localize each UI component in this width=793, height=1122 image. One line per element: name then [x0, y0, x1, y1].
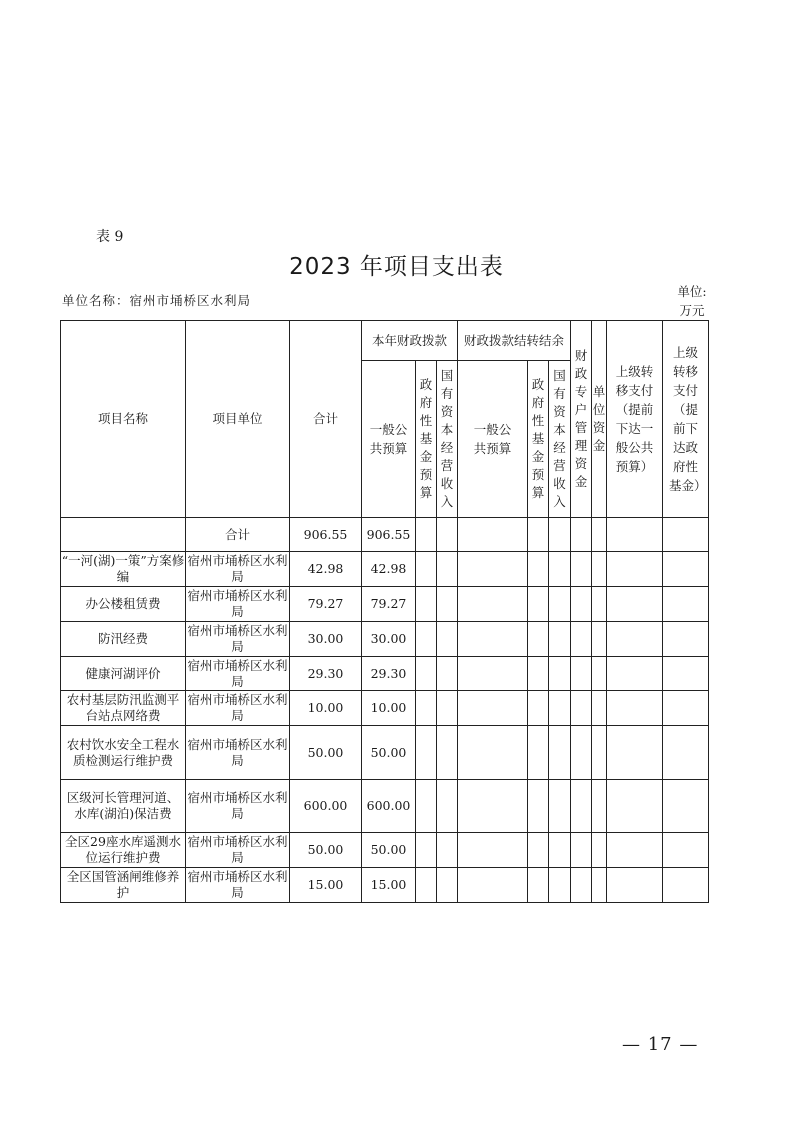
row-general: 29.30 [362, 657, 416, 691]
header-gov-fund: 政府性基金预算 [416, 361, 437, 518]
header-carryover: 财政拨款结转结余 [458, 321, 571, 361]
unit-name: 单位名称：宿州市埇桥区水利局 [62, 293, 252, 308]
row-general: 50.00 [362, 726, 416, 780]
row-name: 农村饮水安全工程水质检测运行维护费 [61, 726, 186, 780]
row-total: 30.00 [290, 622, 362, 657]
project-expenditure-table [60, 320, 709, 903]
header-state-capital: 国有资本经营收入 [437, 361, 458, 518]
table-row [61, 552, 709, 587]
row-unit: 宿州市埇桥区水利局 [186, 587, 290, 622]
header-unit-fund: 单位资金 [592, 321, 607, 518]
table-row [61, 691, 709, 726]
header-carry-general: 一般公共预算 [458, 361, 528, 518]
row-general: 600.00 [362, 780, 416, 833]
row-general: 30.00 [362, 622, 416, 657]
row-total: 15.00 [290, 868, 362, 903]
table-row [61, 726, 709, 780]
row-unit: 宿州市埇桥区水利局 [186, 691, 290, 726]
header-carry-state-capital: 国有资本经营收入 [549, 361, 571, 518]
row-total: 79.27 [290, 587, 362, 622]
table-row [61, 780, 709, 833]
row-unit: 宿州市埇桥区水利局 [187, 657, 288, 689]
row-total: 50.00 [290, 833, 362, 868]
unit-label: 单位:万元 [677, 284, 707, 318]
header-project-name: 项目名称 [61, 321, 186, 518]
row-unit: 宿州市埇桥区水利局 [186, 552, 290, 587]
table-label: 表 9 [96, 229, 124, 245]
row-general: 10.00 [362, 691, 416, 726]
header-project-unit: 项目单位 [186, 321, 290, 518]
row-name: “一河(湖)一策”方案修编 [61, 552, 186, 587]
row-unit: 宿州市埇桥区水利局 [186, 726, 290, 780]
row-unit: 宿州市埇桥区水利局 [186, 868, 290, 903]
table-row [61, 622, 709, 657]
row-general: 79.27 [362, 587, 416, 622]
total-amount: 906.55 [290, 518, 362, 552]
row-unit: 宿州市埇桥区水利局 [186, 780, 290, 833]
header-special-fund: 财政专户管理资金 [571, 321, 592, 518]
row-total: 50.00 [290, 726, 362, 780]
page-title: 2023 年项目支出表 [289, 254, 504, 280]
row-total: 600.00 [290, 780, 362, 833]
row-general: 42.98 [362, 552, 416, 587]
row-general: 50.00 [362, 833, 416, 868]
row-unit: 宿州市埇桥区水利局 [186, 622, 290, 657]
header-total: 合计 [290, 321, 362, 518]
page-number: — 17 — [622, 1034, 699, 1055]
row-name: 区级河长管理河道、水库(湖泊)保洁费 [61, 780, 186, 833]
row-name: 全区国管涵闸维修养护 [61, 868, 186, 903]
header-upper-gov-fund: 上级转移支付（提前下达政府性基金） [663, 321, 709, 518]
row-unit: 宿州市埇桥区水利局 [186, 833, 290, 868]
table-row [61, 868, 709, 903]
row-total: 10.00 [290, 691, 362, 726]
row-name: 全区29座水库遥测水位运行维护费 [61, 833, 186, 868]
table-row [61, 587, 709, 622]
row-name: 健康河湖评价 [61, 657, 186, 691]
header-upper-general: 上级转移支付（提前下达一般公共预算） [607, 321, 663, 518]
header-carry-gov-fund: 政府性基金预算 [528, 361, 549, 518]
row-total: 42.98 [290, 552, 362, 587]
total-row [61, 518, 709, 552]
table-row [61, 833, 709, 868]
header-general-budget: 一般公共预算 [362, 361, 416, 518]
table-row [61, 657, 709, 691]
row-total: 29.30 [290, 657, 362, 691]
row-name: 农村基层防汛监测平台站点网络费 [61, 691, 186, 726]
header-current-year: 本年财政拨款 [362, 321, 458, 361]
row-name: 防汛经费 [61, 622, 186, 657]
row-name: 办公楼租赁费 [61, 587, 186, 622]
total-general: 906.55 [362, 518, 416, 552]
row-general: 15.00 [362, 868, 416, 903]
total-label: 合计 [186, 518, 290, 552]
